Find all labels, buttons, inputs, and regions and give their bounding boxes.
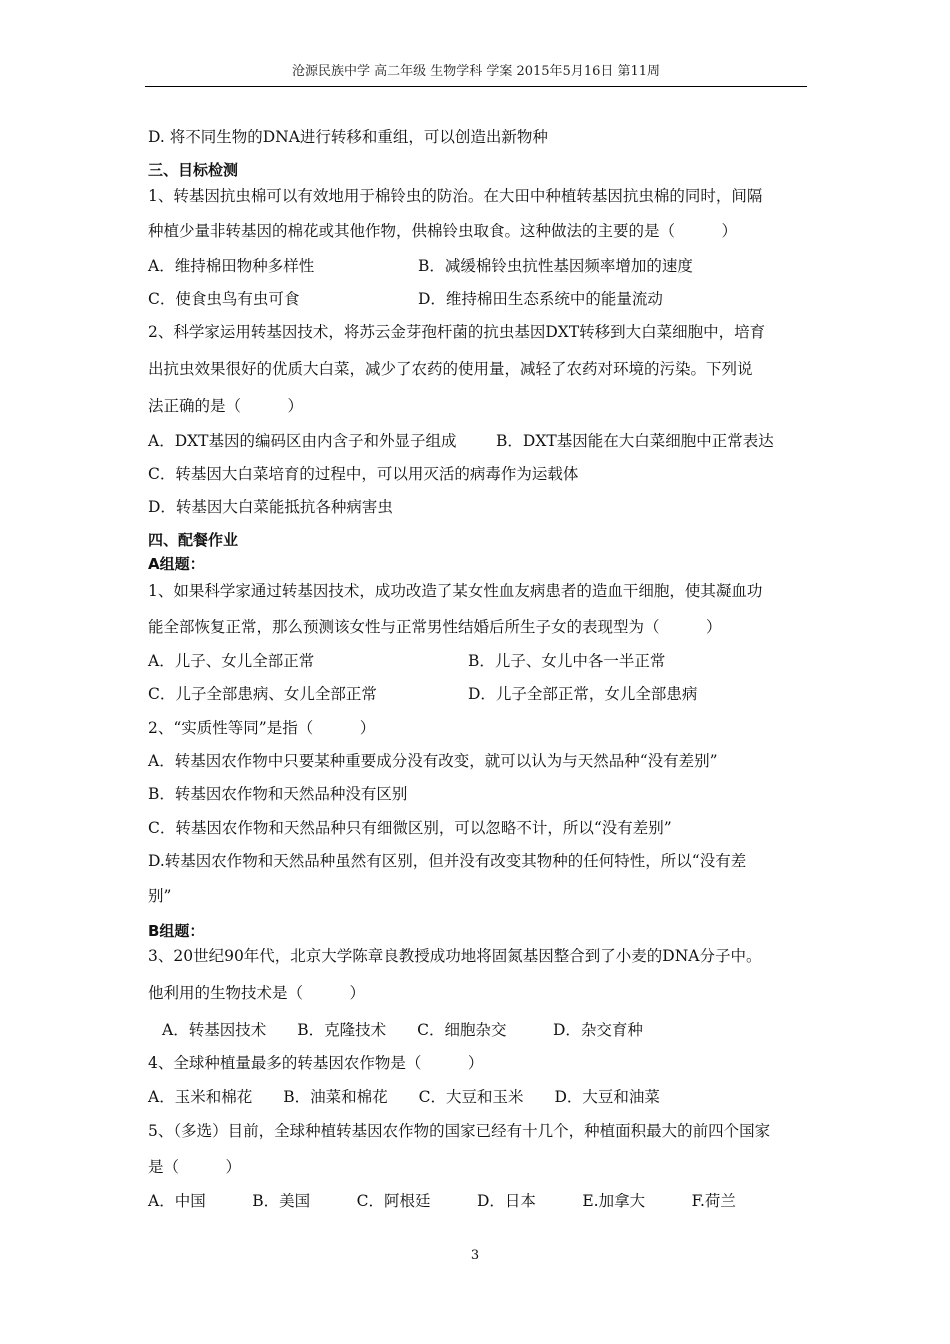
group-heading: A组题： — [148, 555, 205, 573]
section-heading: 三、目标检测 — [148, 161, 239, 179]
text-line: 3、20世纪90年代，北京大学陈章良教授成功地将固氮基因整合到了小麦的DNA分子中。 — [148, 947, 762, 965]
text-line: 能全部恢复正常，那么预测该女性与正常男性结婚后所生子女的表现型为（ ） — [148, 618, 722, 636]
option-line: C．转基因大白菜培育的过程中，可以用灭活的病毒作为运载体 — [148, 465, 579, 483]
option-line: B．DXT基因能在大白菜细胞中正常表达 — [496, 432, 774, 450]
text-line: 2、“实质性等同”是指（ ） — [148, 719, 376, 737]
text-line: 是（ ） — [148, 1158, 242, 1176]
text-line: 出抗虫效果很好的优质大白菜，减少了农药的使用量，减轻了农药对环境的污染。下列说 — [148, 360, 753, 378]
group-heading: B组题： — [148, 922, 205, 940]
option-line: C．儿子全部患病、女儿全部正常 — [148, 685, 377, 703]
text-line: 种植少量非转基因的棉花或其他作物，供棉铃虫取食。这种做法的主要的是（ ） — [148, 222, 738, 240]
option-line: A．儿子、女儿全部正常 — [148, 652, 315, 670]
option-line: A．DXT基因的编码区由内含子和外显子组成 — [148, 432, 457, 450]
text-line: 法正确的是（ ） — [148, 397, 304, 415]
page-header: 沧源民族中学 高二年级 生物学科 学案 2015年5月16日 第11周 — [145, 62, 807, 87]
option-line: D．转基因大白菜能抵抗各种病害虫 — [148, 498, 393, 516]
option-line: A．中国 B．美国 C．阿根廷 D．日本 E.加拿大 F.荷兰 — [148, 1192, 736, 1210]
option-line: A．玉米和棉花 B．油菜和棉花 C．大豆和玉米 D．大豆和油菜 — [148, 1088, 660, 1106]
text-line: D. 将不同生物的DNA进行转移和重组，可以创造出新物种 — [148, 128, 548, 146]
option-line: B．转基因农作物和天然品种没有区别 — [148, 785, 408, 803]
text-line: 5、（多选）目前，全球种植转基因农作物的国家已经有十几个，种植面积最大的前四个国家 — [148, 1122, 771, 1140]
option-line: A．维持棉田物种多样性 — [148, 257, 315, 275]
option-line: C．转基因农作物和天然品种只有细微区别，可以忽略不计，所以“没有差别” — [148, 819, 672, 837]
section-heading: 四、配餐作业 — [148, 531, 239, 549]
text-line: 1、如果科学家通过转基因技术，成功改造了某女性血友病患者的造血干细胞，使其凝血功 — [148, 582, 763, 600]
text-line: 1、转基因抗虫棉可以有效地用于棉铃虫的防治。在大田中种植转基因抗虫棉的同时，间隔 — [148, 187, 763, 205]
option-line: D．儿子全部正常，女儿全部患病 — [468, 685, 698, 703]
page-number: 3 — [470, 1248, 480, 1263]
option-line: D.转基因农作物和天然品种虽然有区别，但并没有改变其物种的任何特性，所以“没有差 — [148, 852, 747, 870]
text-line: 2、科学家运用转基因技术，将苏云金芽孢杆菌的抗虫基因DXT转移到大白菜细胞中，培育 — [148, 323, 766, 341]
option-line: A．转基因技术 B．克隆技术 C．细胞杂交 D．杂交育种 — [162, 1021, 643, 1039]
option-line: A．转基因农作物中只要某种重要成分没有改变，就可以认为与天然品种“没有差别” — [148, 752, 718, 770]
option-line: D．维持棉田生态系统中的能量流动 — [418, 290, 663, 308]
text-line: 他利用的生物技术是（ ） — [148, 984, 366, 1002]
option-line: 别” — [148, 887, 172, 905]
text-line: 4、全球种植量最多的转基因农作物是（ ） — [148, 1054, 484, 1072]
option-line: C．使食虫鸟有虫可食 — [148, 290, 300, 308]
option-line: B．儿子、女儿中各一半正常 — [468, 652, 666, 670]
option-line: B．减缓棉铃虫抗性基因频率增加的速度 — [418, 257, 693, 275]
